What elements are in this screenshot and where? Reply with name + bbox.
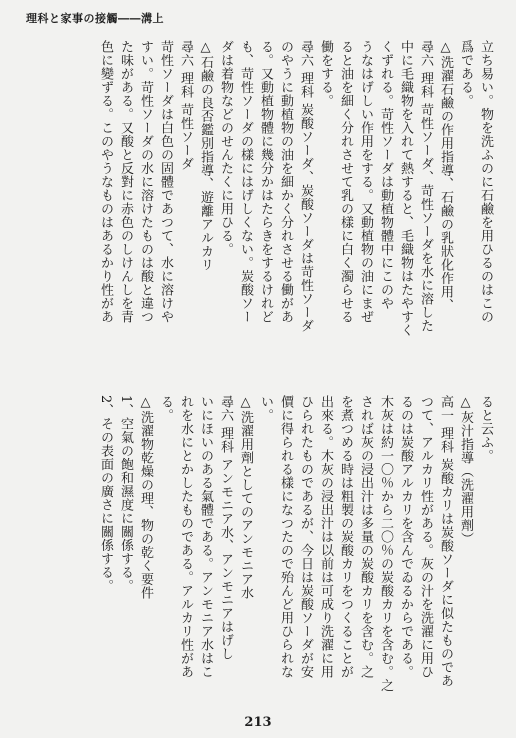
text-line: を煮つめる時は粗製の炭酸カリをつくることが	[338, 395, 353, 679]
text-line: △石鹼の良否鑑別指導、遊離アルカリ	[198, 40, 213, 272]
text-line: 色に變ずる。このやうなものはあるかり性があ	[98, 40, 113, 324]
text-line: つて、アルカリ性がある。灰の汁を洗濯に用ひ	[418, 395, 433, 679]
text-line: 尋六 理科 アンモニア水、アンモニアはげし	[218, 395, 233, 661]
text-line: 尋六 理科 苛性ソーダ、苛性ソーダを水に溶した	[418, 40, 433, 333]
text-line: も、苛性ソーダの樣にはげしくない。炭酸ソー	[238, 40, 253, 324]
text-line: 爲である。	[458, 40, 473, 108]
text-line: ると油を細く分れさせて乳の樣に白く濁らせる	[338, 40, 353, 324]
text-line: △洗濯石鹼の作用指導、石鹼の乳狀化作用、	[438, 40, 453, 312]
text-line: ると云ふ。	[478, 395, 493, 463]
text-line: △洗濯用劑としてのアンモニア水	[238, 395, 253, 600]
bottom-text-block	[95, 395, 495, 695]
text-line: 高一 理科 炭酸カリは炭酸ソーダに似たものであ	[438, 395, 453, 688]
text-line: る。又動植物體に幾分かはたらきをするけれど	[258, 40, 273, 324]
text-line: 出來る。木灰の浸出汁は以前は可成り洗濯に用	[318, 395, 333, 679]
page-number: 213	[244, 715, 272, 730]
text-line: 働をする。	[318, 40, 333, 108]
text-line: 2、その表面の廣さに關係する。	[98, 395, 113, 593]
text-line: うなはげしい作用をする。又動植物の油にまぜ	[358, 40, 373, 324]
text-line: た味がある。又酸と反對に赤色のしけんしを青	[118, 40, 133, 324]
text-line: れを水にとかしたものである。アルカリ性があ	[178, 395, 193, 679]
text-line: 苛性ソーダは白色の固體であつて、水に溶けや	[158, 40, 173, 324]
text-line: る。	[158, 395, 173, 422]
text-line: 木灰は約一〇％から二〇％の炭酸カリを含む。之	[378, 395, 393, 692]
text-line: るのは炭酸アルカリを含んでゐるからである。	[398, 395, 413, 679]
text-line: △洗濯物乾燥の理、物の乾く要件	[138, 395, 153, 600]
text-line: △灰汁指導（洗濯用劑）	[458, 395, 473, 546]
text-line: されば灰の浸出汁は多量の炭酸カリを含む。之	[358, 395, 373, 679]
text-line: 價に得られる樣になつたので殆んど用ひられな	[278, 395, 293, 679]
text-line: いにほいのある氣體である。アンモニア水はこ	[198, 395, 213, 679]
text-line: 尋六 理科 炭酸ソーダ、炭酸ソーダは苛性ソーダ	[298, 40, 313, 333]
text-line: 立ち易い。物を洗ふのに石鹼を用ひるのはこの	[478, 40, 493, 324]
text-line: すい。苛性ソーダの水に溶けたものは酸と違つ	[138, 40, 153, 324]
text-line: ダは着物などのせんたくに用ひる。	[218, 40, 233, 256]
text-line: 中に毛織物を入れて熱すると、毛織物はたやすく	[398, 40, 413, 337]
text-line: ひられたものであるが、今日は炭酸ソーダが安	[298, 395, 313, 679]
running-header: 理科と家事の接觸――溝上	[26, 12, 164, 25]
text-line: 1、空氣の飽和濕度に關係する。	[118, 395, 133, 593]
text-line: い。	[258, 395, 273, 422]
text-line: くずれる。苛性ソーダは動植物體中にこのや	[378, 40, 393, 310]
text-line: のやうに動植物の油を細かく分れさせる働があ	[278, 40, 293, 324]
text-line: 尋六 理科 苛性ソーダ	[178, 40, 193, 171]
top-text-block	[95, 40, 495, 335]
